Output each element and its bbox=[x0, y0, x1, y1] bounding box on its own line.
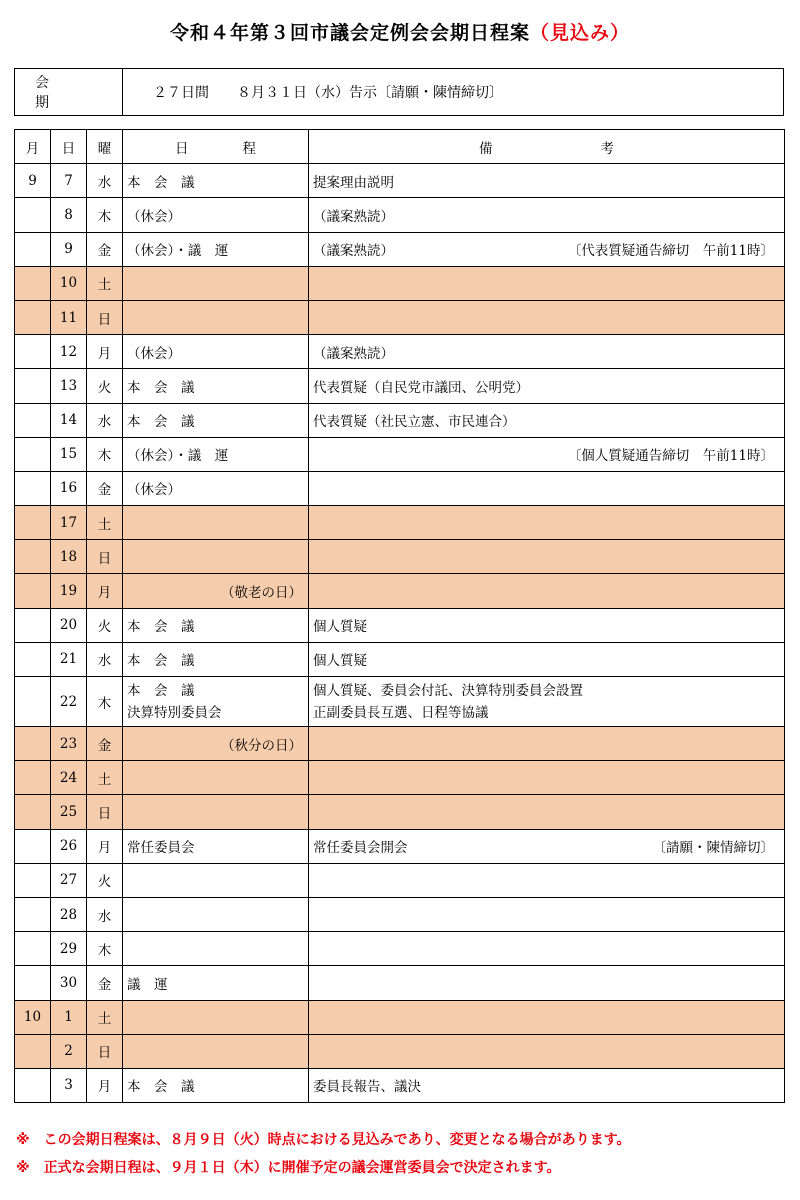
table-row bbox=[15, 829, 785, 863]
note-cell bbox=[309, 437, 785, 471]
day-cell: 20 bbox=[51, 608, 87, 642]
note-line: 個人質疑、委員会付託、決算特別委員会設置 bbox=[313, 682, 583, 699]
day-cell: 3 bbox=[51, 1068, 87, 1102]
schedule-text: 常任委員会 bbox=[127, 840, 195, 857]
weekday-cell: 金 bbox=[87, 966, 123, 1000]
month-cell bbox=[15, 506, 51, 540]
note-text: （議案熟読） bbox=[313, 208, 394, 225]
schedule-table bbox=[14, 129, 785, 1103]
day-cell: 16 bbox=[51, 471, 87, 505]
note-cell bbox=[309, 540, 785, 574]
note-cell bbox=[309, 369, 785, 403]
schedule-cell bbox=[123, 266, 309, 300]
note-cell bbox=[309, 403, 785, 437]
schedule-cell bbox=[123, 369, 309, 403]
month-cell bbox=[15, 966, 51, 1000]
month-cell bbox=[15, 403, 51, 437]
table-row bbox=[15, 198, 785, 232]
weekday-cell: 水 bbox=[87, 897, 123, 931]
schedule-text: （秋分の日） bbox=[221, 737, 302, 754]
table-row bbox=[15, 932, 785, 966]
schedule-cell bbox=[123, 506, 309, 540]
day-cell: 13 bbox=[51, 369, 87, 403]
note-cell bbox=[309, 642, 785, 676]
table-row bbox=[15, 677, 785, 727]
table-row bbox=[15, 437, 785, 471]
weekday-cell: 土 bbox=[87, 1000, 123, 1034]
month-cell bbox=[15, 897, 51, 931]
header-schedule: 日 程 bbox=[123, 130, 309, 164]
table-row bbox=[15, 863, 785, 897]
day-cell: 2 bbox=[51, 1034, 87, 1068]
schedule-cell bbox=[123, 677, 309, 727]
note-cell bbox=[309, 677, 785, 727]
month-cell: 10 bbox=[15, 1000, 51, 1034]
footnote: ※ この会期日程案は、８月９日（火）時点における見込みであり、変更となる場合があります。 bbox=[16, 1132, 631, 1148]
day-cell: 9 bbox=[51, 232, 87, 266]
schedule-cell bbox=[123, 863, 309, 897]
note-text: 常任委員会開会 bbox=[313, 840, 408, 857]
day-cell: 18 bbox=[51, 540, 87, 574]
day-cell: 25 bbox=[51, 795, 87, 829]
day-cell: 24 bbox=[51, 761, 87, 795]
table-row bbox=[15, 795, 785, 829]
weekday-cell: 金 bbox=[87, 727, 123, 761]
note-text: 代表質疑（自民党市議団、公明党） bbox=[313, 379, 529, 396]
session-period-label: 会 期 bbox=[15, 69, 123, 115]
month-cell bbox=[15, 369, 51, 403]
day-cell: 11 bbox=[51, 300, 87, 334]
header-month: 月 bbox=[15, 130, 51, 164]
weekday-cell: 火 bbox=[87, 369, 123, 403]
note-cell bbox=[309, 761, 785, 795]
weekday-cell: 木 bbox=[87, 932, 123, 966]
day-cell: 7 bbox=[51, 164, 87, 198]
table-row bbox=[15, 1034, 785, 1068]
schedule-cell bbox=[123, 574, 309, 608]
note-deadline: 〔個人質疑通告締切 午前11時〕 bbox=[567, 448, 774, 465]
schedule-cell bbox=[123, 1068, 309, 1102]
session-period-value: ２７日間 ８月３１日（水）告示〔請願・陳情締切〕 bbox=[153, 85, 503, 101]
schedule-cell bbox=[123, 471, 309, 505]
table-row bbox=[15, 642, 785, 676]
day-cell: 29 bbox=[51, 932, 87, 966]
schedule-cell bbox=[123, 198, 309, 232]
month-cell bbox=[15, 300, 51, 334]
table-row bbox=[15, 335, 785, 369]
weekday-cell: 水 bbox=[87, 642, 123, 676]
footnote: ※ 正式な会期日程は、９月１日（木）に開催予定の議会運営委員会で決定されます。 bbox=[16, 1160, 561, 1176]
schedule-text: （休会）・議 運 bbox=[127, 448, 229, 465]
weekday-cell: 日 bbox=[87, 795, 123, 829]
schedule-cell bbox=[123, 164, 309, 198]
month-cell bbox=[15, 335, 51, 369]
schedule-cell bbox=[123, 727, 309, 761]
note-cell bbox=[309, 966, 785, 1000]
day-cell: 12 bbox=[51, 335, 87, 369]
note-text: 委員長報告、議決 bbox=[313, 1079, 421, 1096]
day-cell: 10 bbox=[51, 266, 87, 300]
header-weekday: 曜 bbox=[87, 130, 123, 164]
weekday-cell: 日 bbox=[87, 300, 123, 334]
month-cell bbox=[15, 727, 51, 761]
note-cell bbox=[309, 897, 785, 931]
weekday-cell: 木 bbox=[87, 198, 123, 232]
schedule-cell bbox=[123, 642, 309, 676]
note-cell bbox=[309, 266, 785, 300]
schedule-text: （休会） bbox=[127, 482, 181, 499]
table-row bbox=[15, 608, 785, 642]
weekday-cell: 水 bbox=[87, 164, 123, 198]
schedule-cell bbox=[123, 761, 309, 795]
day-cell: 28 bbox=[51, 897, 87, 931]
month-cell bbox=[15, 642, 51, 676]
schedule-cell bbox=[123, 608, 309, 642]
table-row bbox=[15, 300, 785, 334]
title-main: 令和４年第３回市議会定例会会期日程案 bbox=[169, 22, 530, 44]
header-day: 日 bbox=[51, 130, 87, 164]
month-cell bbox=[15, 540, 51, 574]
table-row bbox=[15, 403, 785, 437]
day-cell: 22 bbox=[51, 677, 87, 727]
note-cell bbox=[309, 608, 785, 642]
day-cell: 17 bbox=[51, 506, 87, 540]
table-row bbox=[15, 574, 785, 608]
day-cell: 19 bbox=[51, 574, 87, 608]
table-row bbox=[15, 966, 785, 1000]
schedule-line: 決算特別委員会 bbox=[127, 704, 222, 721]
weekday-cell: 水 bbox=[87, 403, 123, 437]
weekday-cell: 月 bbox=[87, 335, 123, 369]
schedule-cell bbox=[123, 795, 309, 829]
day-cell: 26 bbox=[51, 829, 87, 863]
note-cell bbox=[309, 829, 785, 863]
table-row bbox=[15, 727, 785, 761]
note-cell bbox=[309, 574, 785, 608]
note-text: 個人質疑 bbox=[313, 653, 367, 670]
month-cell bbox=[15, 761, 51, 795]
note-cell bbox=[309, 198, 785, 232]
month-cell bbox=[15, 232, 51, 266]
session-period-box bbox=[14, 68, 784, 116]
table-row bbox=[15, 164, 785, 198]
schedule-cell bbox=[123, 300, 309, 334]
day-cell: 23 bbox=[51, 727, 87, 761]
schedule-cell bbox=[123, 932, 309, 966]
table-row bbox=[15, 369, 785, 403]
note-deadline: 〔請願・陳情締切〕 bbox=[652, 840, 774, 857]
table-row bbox=[15, 506, 785, 540]
title-suffix: （見込み） bbox=[530, 22, 631, 44]
table-row bbox=[15, 232, 785, 266]
schedule-cell bbox=[123, 1000, 309, 1034]
weekday-cell: 土 bbox=[87, 506, 123, 540]
weekday-cell: 火 bbox=[87, 608, 123, 642]
note-cell bbox=[309, 232, 785, 266]
note-cell bbox=[309, 1000, 785, 1034]
month-cell bbox=[15, 1034, 51, 1068]
document-title bbox=[0, 18, 800, 45]
month-cell: 9 bbox=[15, 164, 51, 198]
note-cell bbox=[309, 1034, 785, 1068]
schedule-text: 本 会 議 bbox=[127, 414, 195, 431]
table-row bbox=[15, 540, 785, 574]
table-row bbox=[15, 1068, 785, 1102]
weekday-cell: 月 bbox=[87, 574, 123, 608]
schedule-cell bbox=[123, 403, 309, 437]
day-cell: 8 bbox=[51, 198, 87, 232]
month-cell bbox=[15, 437, 51, 471]
month-cell bbox=[15, 932, 51, 966]
note-line: 正副委員長互選、日程等協議 bbox=[313, 704, 489, 721]
schedule-cell bbox=[123, 540, 309, 574]
month-cell bbox=[15, 795, 51, 829]
schedule-text: 本 会 議 bbox=[127, 653, 195, 670]
schedule-cell bbox=[123, 335, 309, 369]
table-row bbox=[15, 1000, 785, 1034]
month-cell bbox=[15, 574, 51, 608]
month-cell bbox=[15, 677, 51, 727]
weekday-cell: 土 bbox=[87, 266, 123, 300]
table-row bbox=[15, 761, 785, 795]
note-cell bbox=[309, 164, 785, 198]
day-cell: 14 bbox=[51, 403, 87, 437]
weekday-cell: 日 bbox=[87, 540, 123, 574]
schedule-text: 本 会 議 bbox=[127, 619, 195, 636]
header-note: 備 考 bbox=[309, 130, 785, 164]
month-cell bbox=[15, 471, 51, 505]
note-cell bbox=[309, 471, 785, 505]
day-cell: 1 bbox=[51, 1000, 87, 1034]
note-text: 代表質疑（社民立憲、市民連合） bbox=[313, 414, 516, 431]
month-cell bbox=[15, 829, 51, 863]
schedule-cell bbox=[123, 897, 309, 931]
note-cell bbox=[309, 335, 785, 369]
weekday-cell: 金 bbox=[87, 471, 123, 505]
note-cell bbox=[309, 863, 785, 897]
weekday-cell: 金 bbox=[87, 232, 123, 266]
month-cell bbox=[15, 266, 51, 300]
weekday-cell: 木 bbox=[87, 677, 123, 727]
schedule-cell bbox=[123, 829, 309, 863]
schedule-text: （休会） bbox=[127, 208, 181, 225]
note-deadline: 〔代表質疑通告締切 午前11時〕 bbox=[567, 243, 774, 260]
table-row bbox=[15, 897, 785, 931]
weekday-cell: 木 bbox=[87, 437, 123, 471]
table-row bbox=[15, 471, 785, 505]
weekday-cell: 日 bbox=[87, 1034, 123, 1068]
table-row bbox=[15, 266, 785, 300]
table-header-row bbox=[15, 130, 785, 164]
month-cell bbox=[15, 863, 51, 897]
note-cell bbox=[309, 506, 785, 540]
note-cell bbox=[309, 932, 785, 966]
note-cell bbox=[309, 300, 785, 334]
schedule-line: 本 会 議 bbox=[127, 682, 195, 699]
note-text: （議案熟読） bbox=[313, 243, 394, 260]
schedule-cell bbox=[123, 1034, 309, 1068]
weekday-cell: 月 bbox=[87, 829, 123, 863]
note-text: 提案理由説明 bbox=[313, 174, 394, 191]
schedule-text: 本 会 議 bbox=[127, 174, 195, 191]
day-cell: 27 bbox=[51, 863, 87, 897]
schedule-text: 議 運 bbox=[127, 976, 168, 993]
day-cell: 30 bbox=[51, 966, 87, 1000]
schedule-text: （敬老の日） bbox=[221, 585, 302, 602]
note-text: （議案熟読） bbox=[313, 345, 394, 362]
schedule-text: 本 会 議 bbox=[127, 379, 195, 396]
note-cell bbox=[309, 1068, 785, 1102]
day-cell: 15 bbox=[51, 437, 87, 471]
month-cell bbox=[15, 608, 51, 642]
schedule-text: （休会） bbox=[127, 345, 181, 362]
month-cell bbox=[15, 1068, 51, 1102]
month-cell bbox=[15, 198, 51, 232]
schedule-text: （休会）・議 運 bbox=[127, 243, 229, 260]
note-cell bbox=[309, 795, 785, 829]
note-text: 個人質疑 bbox=[313, 619, 367, 636]
schedule-cell bbox=[123, 966, 309, 1000]
day-cell: 21 bbox=[51, 642, 87, 676]
weekday-cell: 月 bbox=[87, 1068, 123, 1102]
weekday-cell: 火 bbox=[87, 863, 123, 897]
schedule-text: 本 会 議 bbox=[127, 1079, 195, 1096]
schedule-cell bbox=[123, 232, 309, 266]
weekday-cell: 土 bbox=[87, 761, 123, 795]
footnotes bbox=[16, 1126, 796, 1182]
note-cell bbox=[309, 727, 785, 761]
schedule-cell bbox=[123, 437, 309, 471]
